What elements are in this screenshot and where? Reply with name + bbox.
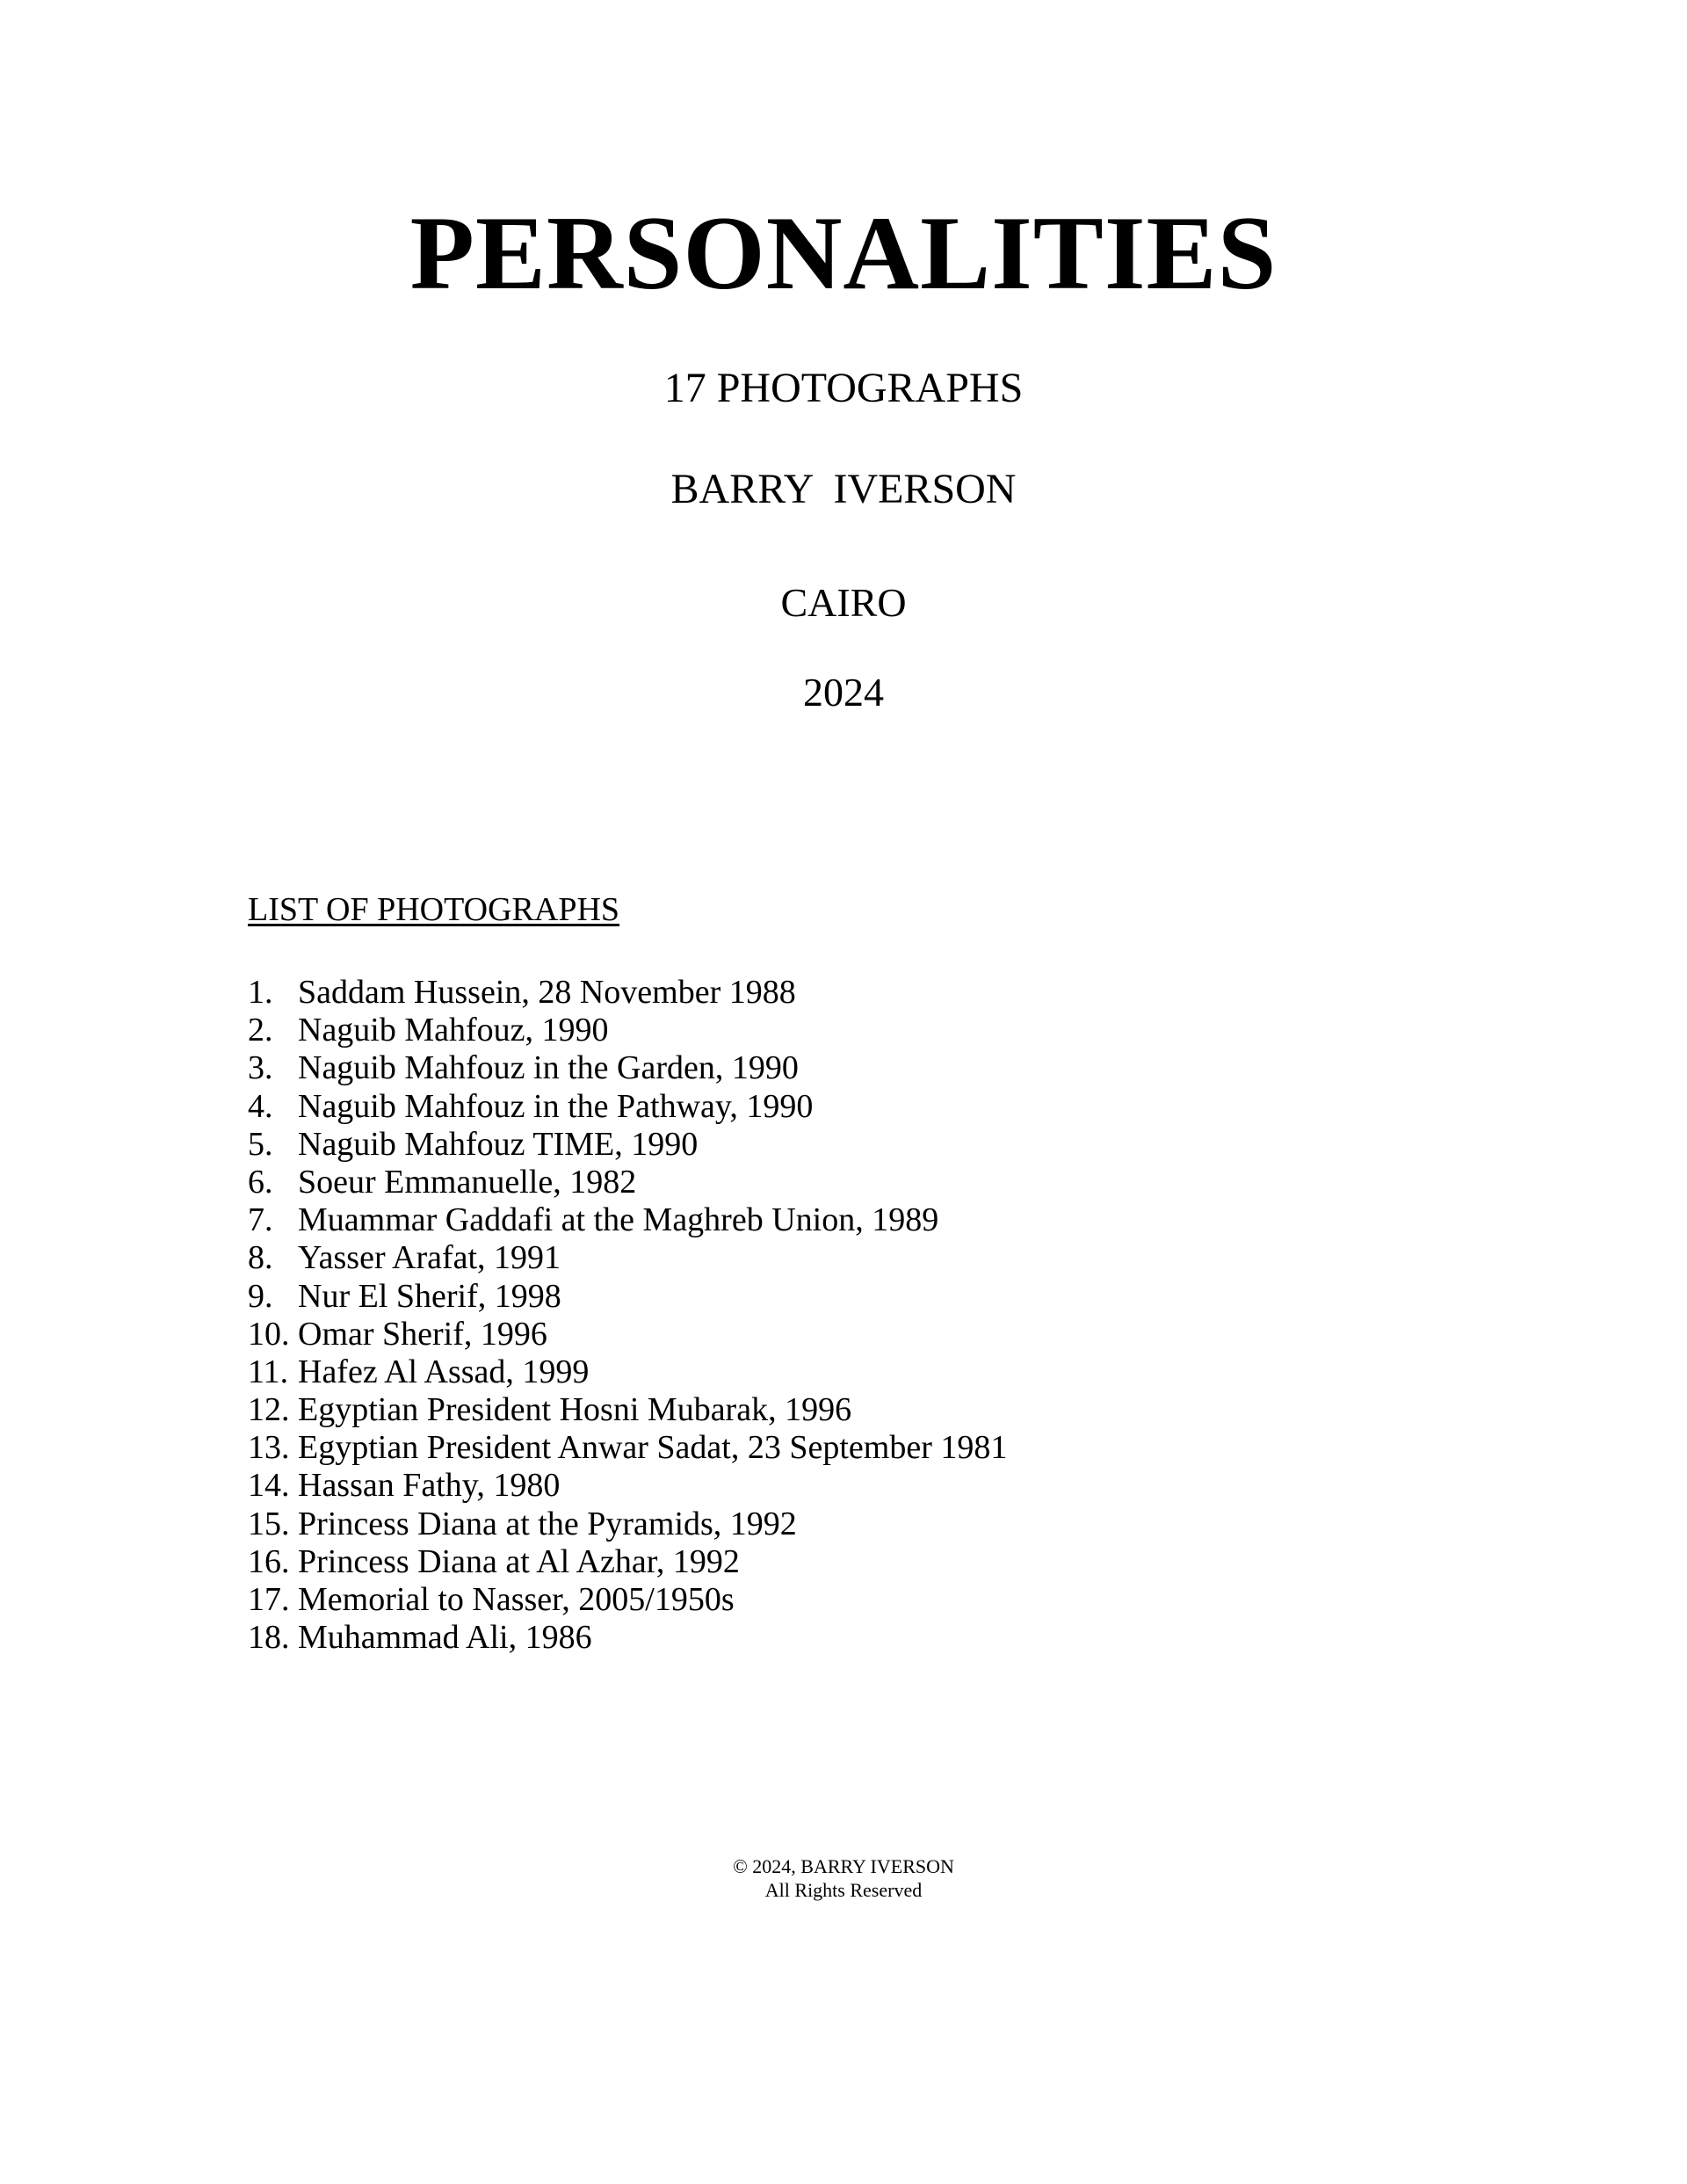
list-item-number: 11.	[248, 1353, 289, 1390]
list-item-number: 9.	[248, 1277, 273, 1315]
list-heading: LIST OF PHOTOGRAPHS	[248, 891, 620, 928]
list-item	[248, 1391, 1007, 1429]
list-item-number: 14.	[248, 1467, 290, 1505]
list-item	[248, 1239, 1007, 1277]
list-item	[248, 1543, 1007, 1581]
list-item	[248, 1429, 1007, 1467]
list-item	[248, 1581, 1007, 1619]
list-item-number: 6.	[248, 1163, 273, 1201]
list-item	[248, 1049, 1007, 1087]
list-item-number: 4.	[248, 1087, 273, 1125]
list-item	[248, 1164, 1007, 1201]
document-title: PERSONALITIES	[409, 194, 1278, 311]
photograph-list	[248, 974, 1007, 1657]
list-item-caption: Muammar Gaddafi at the Maghreb Union, 1989	[298, 1201, 939, 1239]
list-item-caption: Egyptian President Anwar Sadat, 23 September 1981	[298, 1429, 1008, 1467]
city-name: CAIRO	[780, 580, 907, 625]
list-item-caption: Memorial to Nasser, 2005/1950s	[298, 1581, 735, 1618]
list-item-number: 1.	[248, 974, 273, 1011]
list-item-caption: Nur El Sherif, 1998	[298, 1277, 561, 1315]
list-item	[248, 1201, 1007, 1239]
list-item-caption: Naguib Mahfouz TIME, 1990	[298, 1125, 699, 1163]
list-item	[248, 1316, 1007, 1353]
list-item-caption: Egyptian President Hosni Mubarak, 1996	[298, 1391, 852, 1429]
list-item-caption: Naguib Mahfouz in the Garden, 1990	[298, 1049, 799, 1087]
list-item-caption: Princess Diana at Al Azhar, 1992	[298, 1542, 740, 1580]
list-item-number: 10.	[248, 1315, 290, 1353]
list-item-number: 18.	[248, 1619, 290, 1657]
list-item	[248, 1088, 1007, 1126]
list-item-number: 2.	[248, 1012, 273, 1049]
list-item-number: 17.	[248, 1581, 290, 1618]
list-item	[248, 1467, 1007, 1505]
list-item-number: 7.	[248, 1201, 273, 1239]
list-item-number: 16.	[248, 1542, 290, 1580]
list-item-caption: Omar Sherif, 1996	[298, 1315, 547, 1353]
list-item	[248, 1506, 1007, 1543]
list-item-number: 3.	[248, 1049, 273, 1087]
list-item	[248, 1012, 1007, 1049]
list-item-number: 5.	[248, 1125, 273, 1163]
list-item-number: 13.	[248, 1429, 290, 1467]
list-item	[248, 974, 1007, 1012]
author-name: BARRY IVERSON	[670, 466, 1017, 512]
list-item-caption: Yasser Arafat, 1991	[298, 1239, 561, 1277]
list-item-caption: Soeur Emmanuelle, 1982	[298, 1163, 637, 1201]
list-item	[248, 1619, 1007, 1657]
list-item	[248, 1278, 1007, 1316]
list-item-caption: Saddam Hussein, 28 November 1988	[298, 974, 796, 1011]
list-item-caption: Hafez Al Assad, 1999	[298, 1353, 590, 1390]
list-item-caption: Hassan Fathy, 1980	[298, 1467, 561, 1505]
list-item-number: 8.	[248, 1239, 273, 1277]
publication-year: 2024	[803, 670, 884, 715]
list-item-caption: Muhammad Ali, 1986	[298, 1619, 592, 1657]
list-item	[248, 1126, 1007, 1164]
copyright-footer	[0, 1854, 1687, 1902]
list-item	[248, 1353, 1007, 1391]
list-item-number: 12.	[248, 1391, 290, 1429]
list-item-caption: Naguib Mahfouz in the Pathway, 1990	[298, 1087, 814, 1125]
photograph-count: 17 PHOTOGRAPHS	[663, 365, 1024, 411]
rights-notice: All Rights Reserved	[764, 1879, 923, 1901]
list-item-caption: Naguib Mahfouz, 1990	[298, 1012, 609, 1049]
list-item-caption: Princess Diana at the Pyramids, 1992	[298, 1505, 797, 1542]
copyright-notice: © 2024, BARRY IVERSON	[733, 1855, 954, 1877]
list-item-number: 15.	[248, 1505, 290, 1542]
